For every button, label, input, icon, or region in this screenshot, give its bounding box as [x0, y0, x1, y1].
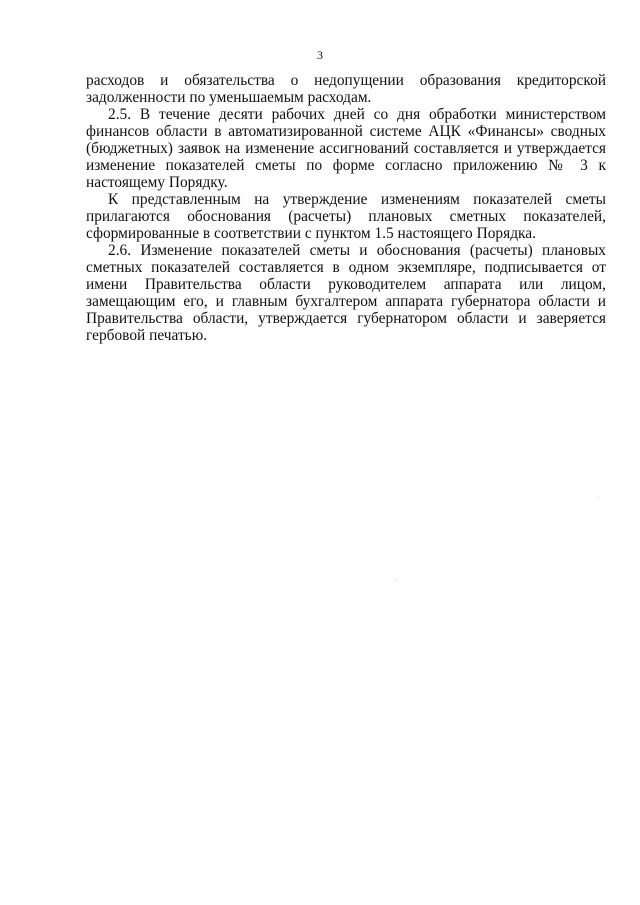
text-line: сформированные в соответствии с пунктом 1.5 настоящего Порядка.	[86, 225, 536, 242]
text-line: 2.5. В течение десяти рабочих дней со дня обработки министерством	[108, 106, 606, 123]
paragraph-2-6	[86, 242, 606, 344]
text-line: задолженности по уменьшаемым расходам.	[86, 89, 372, 106]
paragraph-2-5	[86, 106, 606, 191]
text-line: К представленным на утверждение изменениям показателей сметы	[108, 191, 606, 208]
text-line: изменение показателей сметы по форме согласно приложению № 3 к	[86, 157, 606, 174]
paragraph-continuation	[86, 72, 606, 106]
scan-speck	[598, 497, 599, 498]
text-line: (бюджетных) заявок на изменение ассигнований составляется и утверждается	[86, 140, 606, 157]
text-line: 2.6. Изменение показателей сметы и обоснования (расчеты) плановых	[108, 242, 606, 259]
text-line: замещающим его, и главным бухгалтером аппарата губернатора области и	[86, 293, 606, 310]
text-line: расходов и обязательства о недопущении образования кредиторской	[86, 72, 606, 89]
text-line: имени Правительства области руководителем аппарата или лицом,	[86, 276, 606, 293]
scan-speck	[396, 580, 397, 581]
text-line: сметных показателей составляется в одном экземпляре, подписывается от	[86, 259, 606, 276]
paragraph-justification	[86, 191, 606, 242]
document-body	[86, 72, 606, 344]
text-line: гербовой печатью.	[86, 327, 208, 344]
text-line: финансов области в автоматизированной системе АЦК «Финансы» сводных	[86, 123, 606, 140]
text-line: прилагаются обоснования (расчеты) плановых сметных показателей,	[86, 208, 606, 225]
page-number: 3	[317, 48, 323, 62]
text-line: Правительства области, утверждается губернатором области и заверяется	[86, 310, 606, 327]
text-line: настоящему Порядку.	[86, 174, 228, 191]
